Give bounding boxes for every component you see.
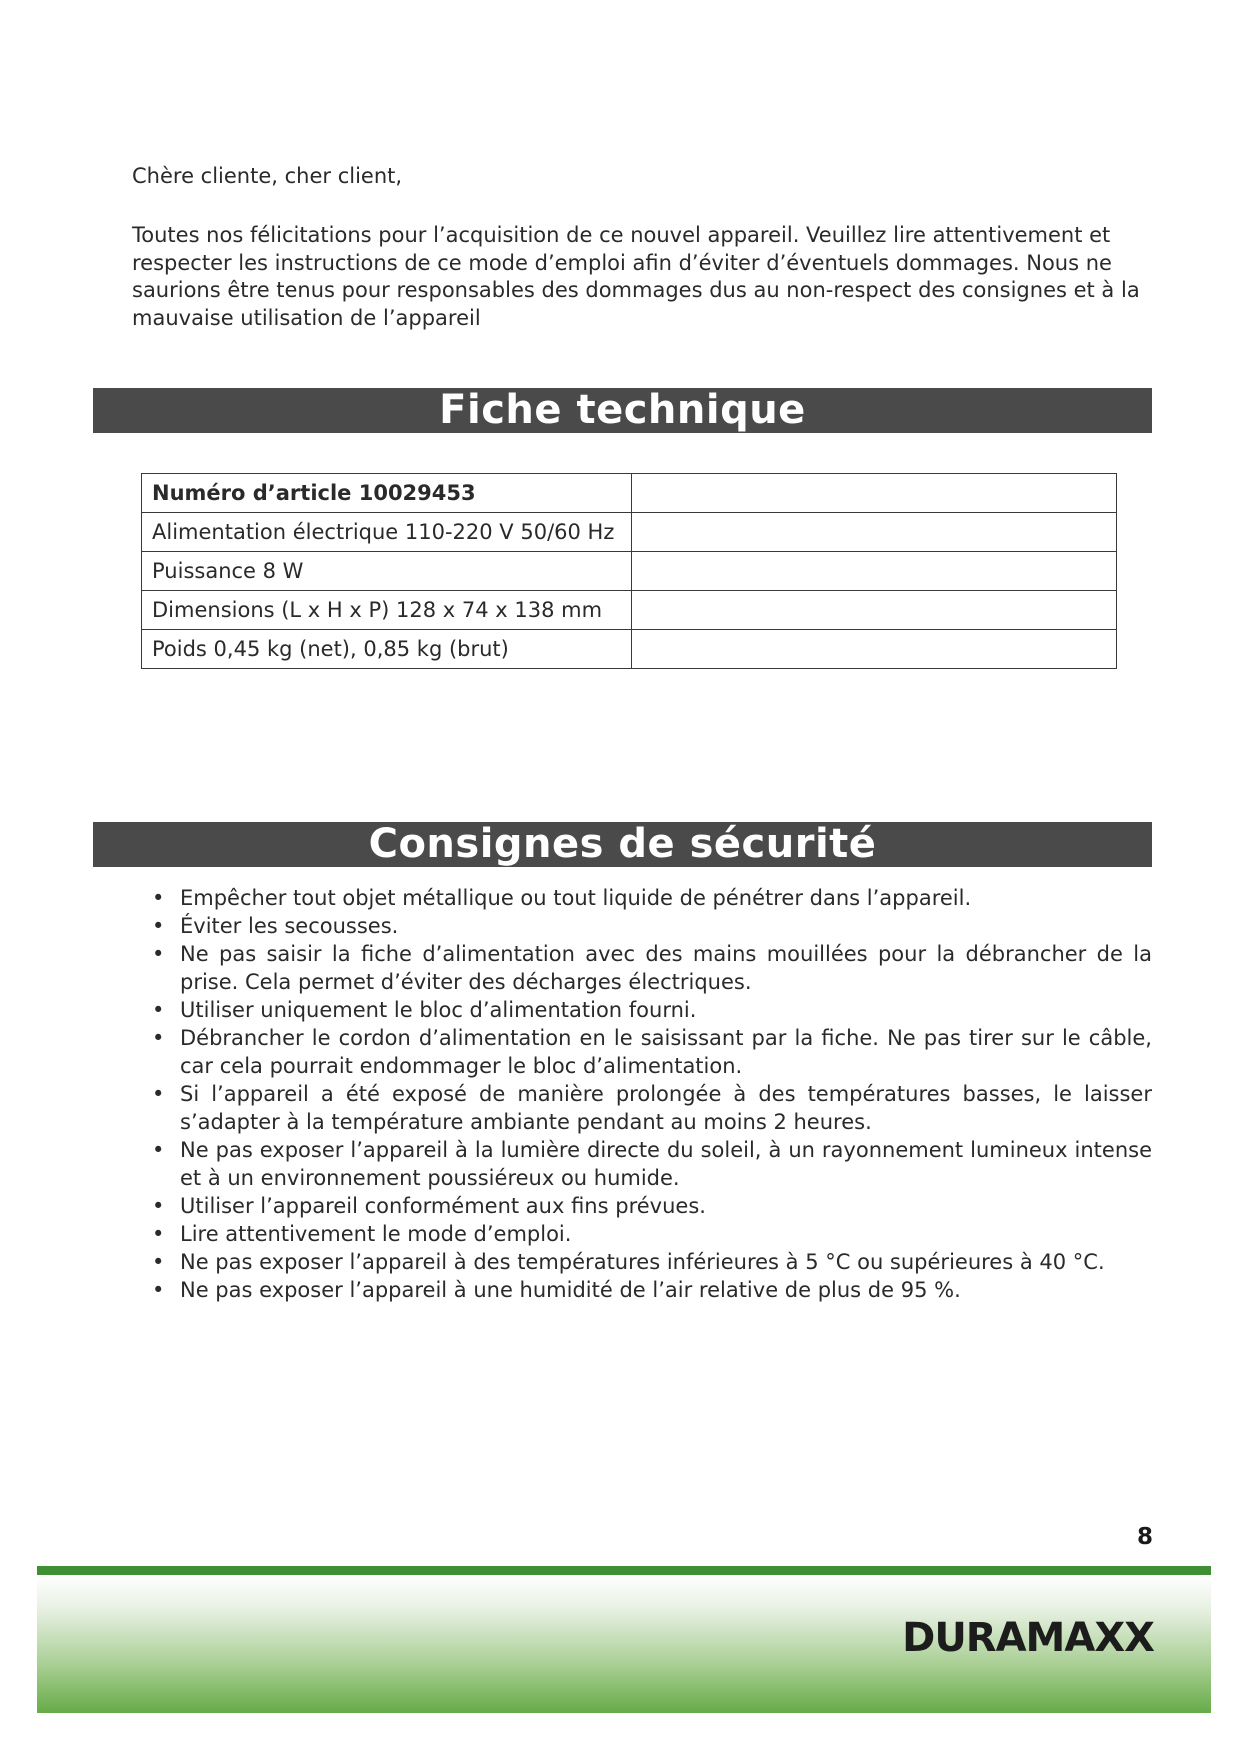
- spec-empty-cell: [632, 474, 1117, 513]
- section-title-fiche-technique: Fiche technique: [93, 388, 1152, 433]
- footer-divider: [37, 1566, 1211, 1575]
- list-item: • Ne pas saisir la fiche d’alimentation avec des mains mouillées pour la débrancher de la prise. Cela permet d’éviter des décharges électriques.: [152, 940, 1152, 996]
- list-item: • Si l’appareil a été exposé de manière prolongée à des températures basses, le laisser s’adapter à la température ambiante pendant au moins 2 heures.: [152, 1080, 1152, 1136]
- table-row: [142, 474, 1117, 513]
- list-item: • Empêcher tout objet métallique ou tout liquide de pénétrer dans l’appareil.: [152, 884, 1152, 912]
- spec-power-supply: Alimentation électrique 110-220 V 50/60 Hz: [142, 513, 632, 552]
- spec-empty-cell: [632, 591, 1117, 630]
- brand-logo: DURAMAXX: [902, 1615, 1154, 1661]
- list-item: • Ne pas exposer l’appareil à une humidité de l’air relative de plus de 95 %.: [152, 1276, 1152, 1304]
- specs-table: [141, 473, 1117, 669]
- spec-article-number: Numéro d’article 10029453: [142, 474, 632, 513]
- spec-power: Puissance 8 W: [142, 552, 632, 591]
- table-row: [142, 591, 1117, 630]
- list-item: • Utiliser uniquement le bloc d’alimentation fourni.: [152, 996, 1152, 1024]
- list-item: • Débrancher le cordon d’alimentation en le saisissant par la fiche. Ne pas tirer sur le câble, car cela pourrait endommager le bloc d’alimentation.: [152, 1024, 1152, 1080]
- list-item: • Éviter les secousses.: [152, 912, 1152, 940]
- footer-band: [37, 1575, 1211, 1713]
- spec-dimensions: Dimensions (L x H x P) 128 x 74 x 138 mm: [142, 591, 632, 630]
- table-row: [142, 552, 1117, 591]
- list-item: • Lire attentivement le mode d’emploi.: [152, 1220, 1152, 1248]
- list-item: • Ne pas exposer l’appareil à la lumière directe du soleil, à un rayonnement lumineux intense et à un environnement poussiéreux ou humide.: [152, 1136, 1152, 1192]
- intro-paragraph: Toutes nos félicitations pour l’acquisition de ce nouvel appareil. Veuillez lire attentivement et respecter les instructions de ce mode d’emploi afin d’éviter d’éventuels dommages. Nous ne saurions être tenus pour responsables des dommages dus au non-respect des consignes et à la mauvaise utilisation de l’appareil: [132, 223, 1140, 330]
- page-number: 8: [1136, 1524, 1153, 1550]
- section-title-consignes: Consignes de sécurité: [93, 822, 1152, 867]
- spec-empty-cell: [632, 552, 1117, 591]
- list-item: • Ne pas exposer l’appareil à des températures inférieures à 5 °C ou supérieures à 40 °C.: [152, 1248, 1152, 1276]
- spec-empty-cell: [632, 513, 1117, 552]
- safety-list: [152, 884, 1152, 1304]
- spec-empty-cell: [632, 630, 1117, 669]
- greeting: Chère cliente, cher client,: [132, 164, 403, 188]
- table-row: [142, 630, 1117, 669]
- list-item: • Utiliser l’appareil conformément aux fins prévues.: [152, 1192, 1152, 1220]
- spec-weight: Poids 0,45 kg (net), 0,85 kg (brut): [142, 630, 632, 669]
- table-row: [142, 513, 1117, 552]
